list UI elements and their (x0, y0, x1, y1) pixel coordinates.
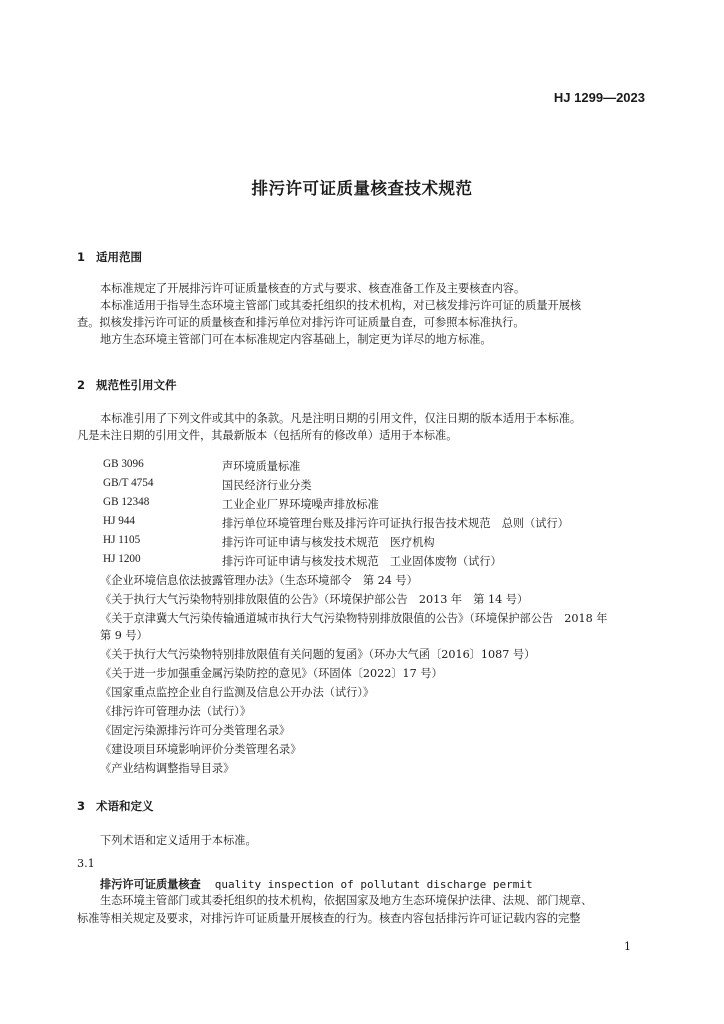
reference-code: HJ 1200 (103, 553, 141, 565)
document-reference: 《固定污染源排污许可分类管理名录》 (100, 724, 291, 737)
section-number: 2 (77, 378, 86, 392)
term-english: quality inspection of pollutant discharge permit (214, 878, 533, 891)
section-2-heading (77, 377, 177, 393)
term-chinese: 排污许可证质量核查 (100, 878, 201, 891)
paragraph: 本标准规定了开展排污许可证质量核查的方式与要求、核查准备工作及主要核查内容。 (100, 282, 526, 295)
document-reference: 《排污许可管理办法（试行）》 (100, 705, 252, 718)
document-reference: 《企业环境信息依法披露管理办法》（生态环境部令 第 24 号） (100, 574, 418, 587)
reference-code: GB/T 4754 (103, 477, 154, 489)
term-entry (100, 873, 533, 892)
document-reference: 《关于执行大气污染物特别排放限值的公告》（环境保护部公告 2013 年 第 14 号） (100, 593, 529, 606)
reference-code: GB 3096 (103, 458, 144, 470)
document-reference: 《关于进一步加强重金属污染防控的意见》（环固体〔2022〕17 号） (100, 667, 443, 680)
paragraph: 地方生态环境主管部门可在本标准规定内容基础上，制定更为详尽的地方标准。 (100, 333, 492, 346)
reference-name: 工业企业厂界环境噪声排放标准 (222, 498, 379, 511)
document-title: 排污许可证质量核查技术规范 (251, 179, 473, 198)
section-title: 适用范围 (96, 250, 142, 264)
section-title: 术语和定义 (96, 799, 154, 813)
document-reference: 《产业结构调整指导目录》 (100, 762, 235, 775)
document-reference: 《国家重点监控企业自行监测及信息公开办法（试行）》 (100, 686, 375, 699)
reference-name: 声环境质量标准 (222, 460, 301, 473)
term-number: 3.1 (77, 857, 95, 870)
paragraph: 下列术语和定义适用于本标准。 (100, 834, 257, 847)
reference-name: 排污许可证申请与核发技术规范 工业固体废物（试行） (222, 555, 502, 568)
reference-code: GB 12348 (103, 496, 150, 508)
document-reference: 第 9 号） (100, 629, 148, 642)
document-reference: 《关于执行大气污染物特别排放限值有关问题的复函》（环办大气函〔2016〕1087 号） (100, 648, 536, 661)
page-number: 1 (624, 940, 631, 953)
section-3-heading (77, 798, 154, 814)
term-definition: 标准等相关规定及要求，对排污许可证质量开展核查的行为。核查内容包括排污许可证记载内容的完整 (77, 912, 581, 925)
reference-name: 排污许可证申请与核发技术规范 医疗机构 (222, 536, 435, 549)
term-definition: 生态环境主管部门或其委托组织的技术机构，依据国家及地方生态环境保护法律、法规、部门规章、 (100, 894, 593, 907)
document-reference: 《关于京津冀大气污染传输通道城市执行大气污染物特别排放限值的公告》（环境保护部公告 2018 年 (100, 612, 608, 625)
paragraph: 本标准引用了下列文件或其中的条款。凡是注明日期的引用文件，仅注日期的版本适用于本标准。 (100, 412, 582, 425)
paragraph: 查。拟核发排污许可证的质量核查和排污单位对排污许可证质量自查，可参照本标准执行。 (77, 316, 525, 329)
section-1-heading (77, 249, 142, 265)
section-title: 规范性引用文件 (96, 378, 177, 392)
reference-code: HJ 1105 (103, 534, 141, 546)
reference-code: HJ 944 (103, 515, 136, 527)
standard-number: HJ 1299—2023 (553, 90, 645, 105)
section-number: 3 (77, 799, 86, 813)
reference-name: 国民经济行业分类 (222, 479, 312, 492)
document-reference: 《建设项目环境影响评价分类管理名录》 (100, 743, 302, 756)
section-number: 1 (77, 250, 86, 264)
paragraph: 凡是未注日期的引用文件，其最新版本（包括所有的修改单）适用于本标准。 (77, 429, 458, 442)
paragraph: 本标准适用于指导生态环境主管部门或其委托组织的技术机构，对已核发排污许可证的质量开展核 (100, 299, 582, 312)
reference-name: 排污单位环境管理台账及排污许可证执行报告技术规范 总则（试行） (222, 517, 569, 530)
